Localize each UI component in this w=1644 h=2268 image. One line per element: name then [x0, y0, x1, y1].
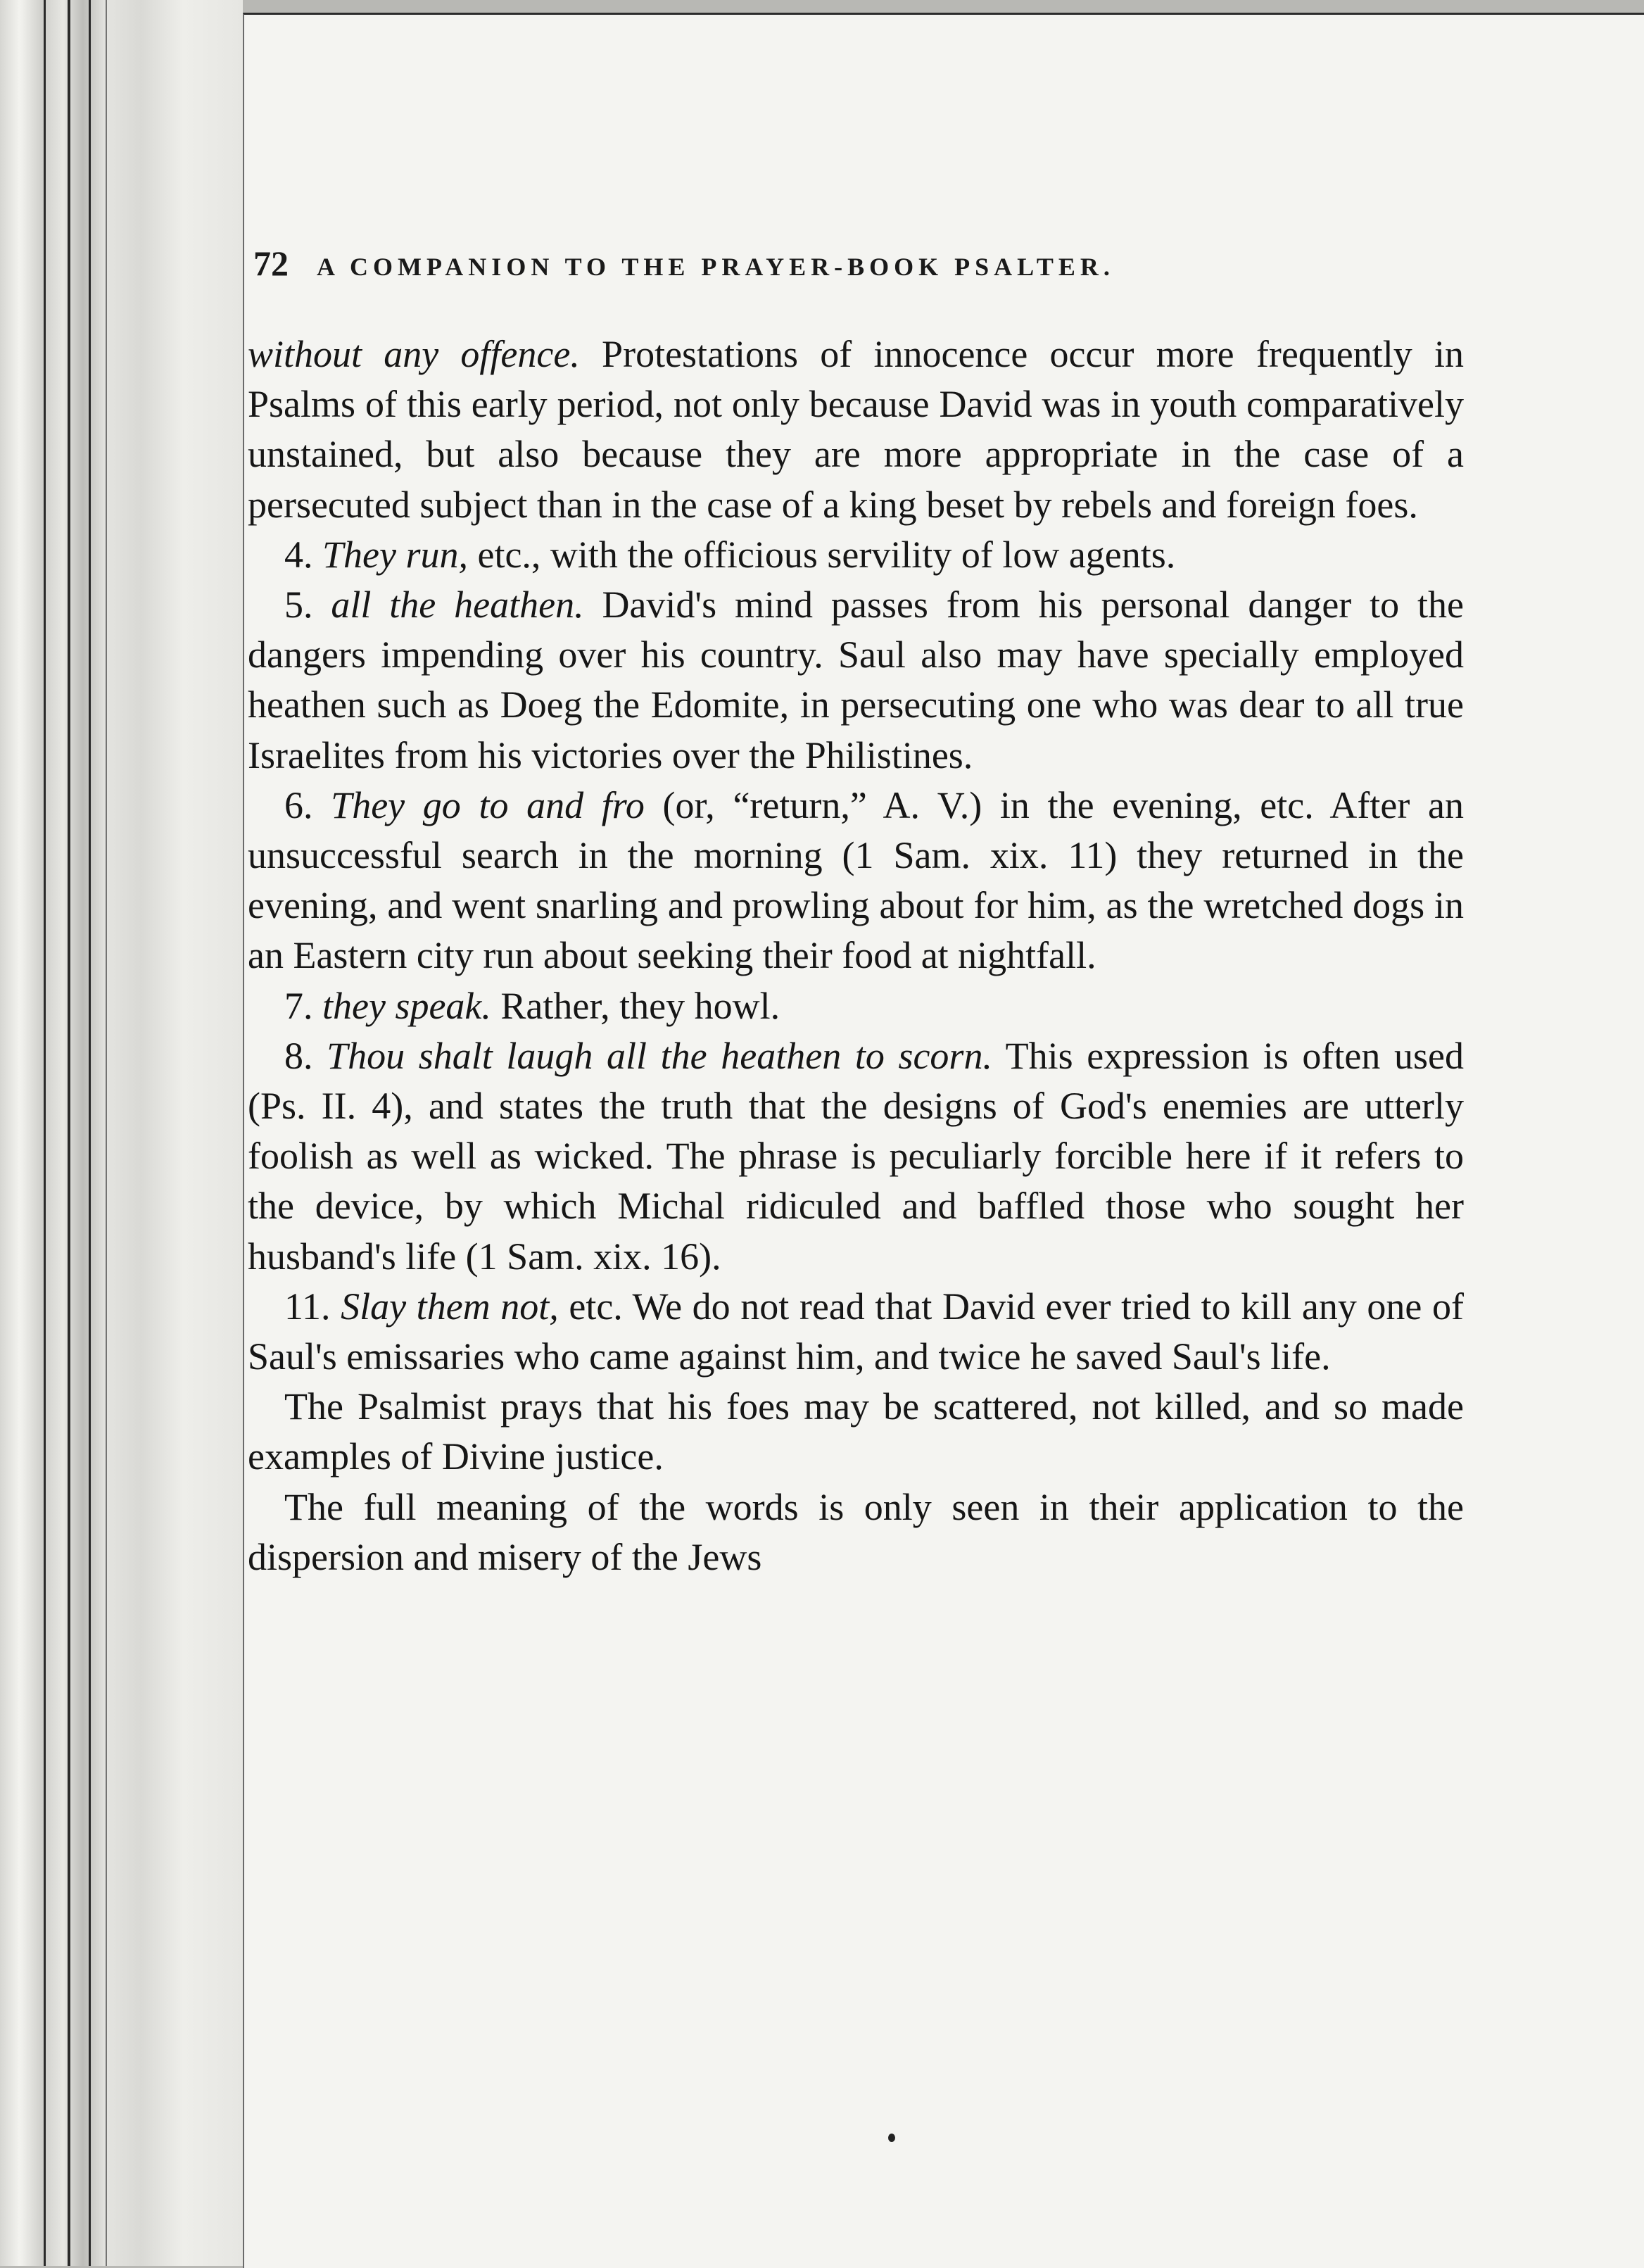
paragraph-text: David's mind passes from his personal danger to the dangers impending over his country. Saul also may have specially employed heathen such as Doeg the Edomite, in persecuting one who was dear to all true Israelites from his victories over the Philistines.	[248, 584, 1465, 776]
lemma: they speak.	[322, 984, 491, 1027]
binding-line	[44, 0, 46, 2266]
binding-line	[106, 0, 107, 2266]
paragraph-text: The full meaning of the words is only seen in their application to the dispersion and misery of the Jews	[248, 1485, 1464, 1578]
paragraph-text: etc., with the officious servility of low agents.	[467, 533, 1176, 576]
paragraph-text: Rather, they howl.	[491, 984, 780, 1027]
paragraph	[248, 1031, 1464, 1282]
binding-line	[89, 0, 91, 2266]
lemma: They run,	[322, 533, 468, 576]
paragraph-text: Protestations of innocence occur more frequently in Psalms of this early period, not only because David was in youth comparatively unstained, but also because they are more appropriate in the case of a persecuted subject than in the case of a king beset by rebels and foreign foes.	[248, 333, 1464, 526]
paragraph	[248, 981, 1464, 1031]
lemma: Slay them not,	[341, 1285, 559, 1328]
paragraph-text: This expression is often used (Ps. II. 4), and states the truth that the designs of God's enemies are utterly foolish as well as wicked. The phrase is peculiarly forcible here if it refers to the device, by which Michal ridiculed and baffled those who sought her husband's life (1 Sam. xix. 16).	[248, 1034, 1464, 1278]
page-header	[253, 243, 1457, 284]
verse-number: 7.	[284, 984, 313, 1027]
verse-number: 11.	[284, 1285, 331, 1328]
paragraph	[248, 1482, 1464, 1582]
paragraph-text: The Psalmist prays that his foes may be scattered, not killed, and so made examples of Divine justice.	[248, 1385, 1464, 1478]
lemma: Thou shalt laugh all the heathen to scorn.	[327, 1034, 992, 1077]
running-title: A COMPANION TO THE PRAYER-BOOK PSALTER.	[317, 253, 1115, 281]
paragraph	[248, 1382, 1464, 1482]
verse-number: 8.	[284, 1034, 313, 1077]
verse-number: 4.	[284, 533, 313, 576]
paragraph	[248, 781, 1464, 981]
verse-number: 5.	[284, 584, 313, 626]
commentary-text	[248, 329, 1464, 1582]
verse-number: 6.	[284, 783, 313, 826]
binding-line	[68, 0, 70, 2266]
paragraph	[248, 329, 1464, 530]
book-binding-edge	[0, 0, 243, 2266]
lemma: all the heathen.	[331, 584, 584, 626]
paragraph	[248, 1282, 1464, 1382]
page-number: 72	[253, 244, 289, 283]
lemma: They go to and fro	[331, 783, 645, 826]
paragraph-text: etc. We do not read that David ever tried to kill any one of Saul's emissaries who came against him, and twice he saved Saul's life.	[248, 1285, 1464, 1378]
lemma: without any offence.	[248, 333, 580, 375]
print-speck	[888, 2134, 895, 2142]
paragraph-text: (or, “return,” A. V.) in the evening, etc. After an unsuccessful search in the morning (1 Sam. xix. 11) they returned in the evening, and went snarling and prowling about for him, as the wretched dogs in an Eastern city run about seeking their food at nightfall.	[248, 783, 1465, 977]
paragraph	[248, 580, 1464, 781]
paragraph	[248, 530, 1464, 580]
